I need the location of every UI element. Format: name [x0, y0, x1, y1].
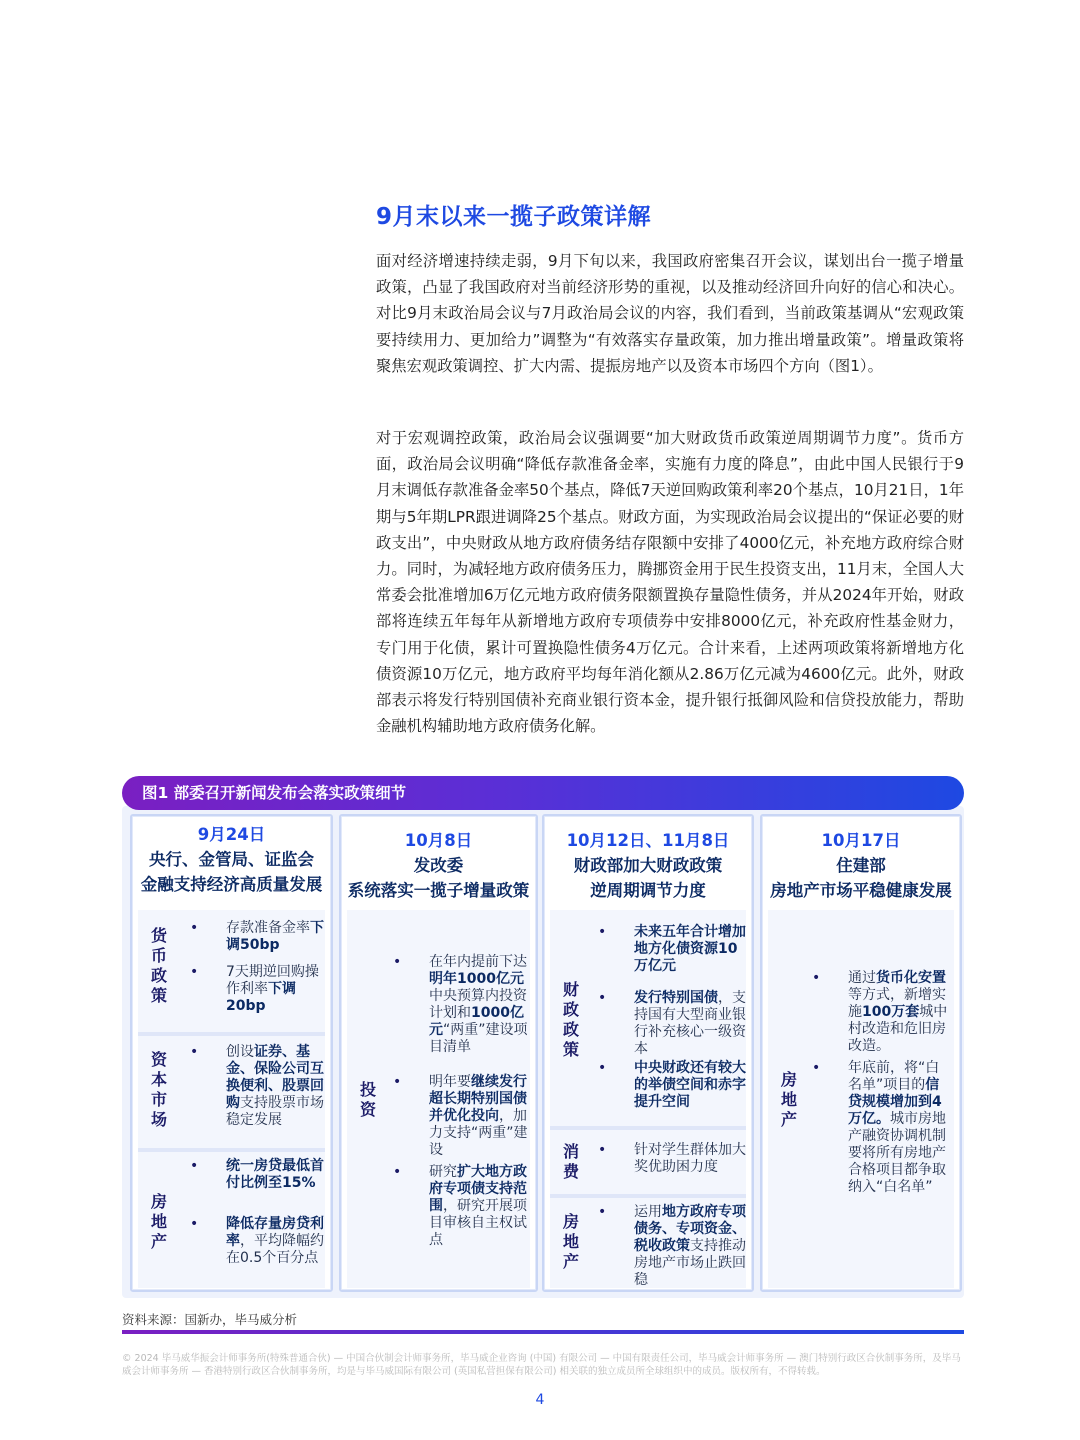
section-fiscal — [550, 910, 746, 1126]
column-date: 10月12日、11月8日 — [566, 831, 730, 850]
column-date: 9月24日 — [197, 825, 266, 844]
paragraph: 面对经济增速持续走弱，9月下旬以来，我国政府密集召开会议，谋划出台一揽子增量政策，凸显了我国政府对当前经济形势的重视，以及推动经济回升向好的信心和决心。对比9月末政治局会议与7月政治局会议的内容，我们看到，当前政策基调从“宏观政策要持续用力、更加给力”调整为“有效落实存量政策，加力推出增量政策”。增量政策将聚焦宏观政策调控、扩大内需、提振房地产以及资本市场四个方向（图1）。 — [376, 252, 964, 375]
bullet: • 发行特别国债，支持国有大型商业银行补充核心一级资本 — [634, 990, 746, 1058]
section-real-estate — [768, 910, 954, 1288]
bullet: • 7天期逆回购操作利率下调20bp — [226, 964, 328, 1015]
column-org: 发改委 — [413, 856, 464, 875]
section-label: 房 地 产 — [150, 1192, 167, 1251]
figure-title: 图1 部委召开新闻发布会落实政策细节 — [122, 776, 964, 810]
section-monetary — [138, 910, 325, 1032]
page-number: 4 — [535, 1392, 545, 1408]
bullet: • 在年内提前下达明年1000亿元中央预算内投资计划和1000亿元“两重”建设项目清单 — [429, 954, 529, 1056]
column-org: 住建部 — [836, 856, 886, 875]
policy-column-pboc — [130, 814, 333, 1292]
column-date: 10月17日 — [821, 831, 901, 850]
bullet: • 明年要继续发行超长期特别国债并优化投向，加力支持“两重”建设 — [429, 1074, 529, 1159]
column-date: 10月8日 — [404, 831, 473, 850]
policy-column-ndrc — [339, 814, 538, 1292]
section-capital-market — [138, 1036, 325, 1148]
section-real-estate — [550, 1198, 746, 1288]
section-label: 货 币 政 策 — [150, 926, 167, 1005]
bullet: • 创设证券、基金、保险公司互换便利、股票回购支持股票市场稳定发展 — [226, 1044, 328, 1129]
column-theme: 金融支持经济高质量发展 — [140, 875, 323, 894]
section-investment — [347, 910, 530, 1288]
section-title: 9月末以来一揽子政策详解 — [376, 204, 652, 230]
section-label: 资 本 市 场 — [150, 1050, 167, 1129]
bullet: • 统一房贷最低首付比例至15% — [226, 1158, 328, 1192]
policy-column-mohurd — [760, 814, 962, 1292]
bullet: • 运用地方政府专项债务、专项资金、税收政策支持推动房地产市场止跌回稳 — [634, 1204, 746, 1289]
section-consumption — [550, 1130, 746, 1194]
bullet: • 针对学生群体加大奖优助困力度 — [634, 1142, 746, 1176]
section-label: 消 费 — [562, 1142, 579, 1181]
footer-divider — [122, 1330, 964, 1334]
section-label: 投 资 — [359, 1080, 376, 1119]
column-org: 财政部加大财政政策 — [573, 856, 723, 875]
column-theme: 逆周期调节力度 — [590, 881, 706, 900]
section-label: 财 政 政 策 — [562, 980, 579, 1059]
bullet: • 降低存量房贷利率，平均降幅约在0.5个百分点 — [226, 1216, 328, 1267]
policy-column-mof — [542, 814, 754, 1292]
paragraph: 对于宏观调控政策，政治局会议强调要“加大财政货币政策逆周期调节力度”。货币方面，政治局会议明确“降低存款准备金率，实施有力度的降息”，由此中国人民银行于9月末调低存款准备金率50个基点，降低7天逆回购政策利率20个基点，10月21日，1年期与5年期LPR跟进调降25个基点。财政方面，为实现政治局会议提出的“保证必要的财政支出”，中央财政从地方政府债务结存限额中安排了4000亿元，补充地方政府综合财力。同时，为减轻地方政府债务压力，腾挪资金用于民生投资支出，11月末，全国人大常委会批准增加6万亿元地方政府债务限额置换存量隐性债务，并从2024年开始，财政部将连续五年每年从新增地方政府专项债券中安排8000亿元，补充政府性基金财力，专门用于化债，累计可置换隐性债务4万亿元。合计来看，上述两项政策将新增地方化债资源10万亿元，地方政府平均每年消化额从2.86万亿元减为4600亿元。此外，财政部表示将发行特别国债补充商业银行资本金，提升银行抵御风险和信贷投放能力，帮助金融机构辅助地方政府债务化解。 — [376, 429, 964, 736]
section-real-estate — [138, 1152, 325, 1288]
section-label: 房 地 产 — [562, 1212, 579, 1271]
column-theme: 系统落实一揽子增量政策 — [347, 881, 530, 900]
column-theme: 房地产市场平稳健康发展 — [770, 881, 952, 900]
bullet: • 研究扩大地方政府专项债支持范围，研究开展项目审核自主权试点 — [429, 1164, 529, 1249]
bullet: • 存款准备金率下调50bp — [226, 920, 328, 954]
column-org: 央行、金管局、证监会 — [149, 850, 314, 869]
figure-source: 资料来源：国新办，毕马威分析 — [122, 1312, 298, 1327]
bullet: • 中央财政还有较大的举债空间和赤字提升空间 — [634, 1060, 746, 1111]
section-label: 房 地 产 — [780, 1070, 797, 1129]
bullet: • 年底前，将“白名单”项目的信贷规模增加到4万亿。城市房地产融资协调机制要将所有房地产合格项目都争取纳入“白名单” — [848, 1060, 952, 1196]
bullet: • 通过货币化安置等方式，新增实施100万套城中村改造和危旧房改造。 — [848, 970, 952, 1055]
copyright-notice: © 2024 毕马威华振会计师事务所(特殊普通合伙) — 中国合伙制会计师事务所，毕马威企业咨询 (中国) 有限公司 — 中国有限责任公司，毕马威会计师事务所 — 澳门特别行政区合伙制事务所，及毕马威会计师事务所 — 香港特别行政区合伙制事务所，均是与毕马威国际有限公司 (英国私营担保有限公司) 相关联的独立成员所全球组织中的成员。版权所有，不得转载。 — [122, 1353, 961, 1377]
bullet: • 未来五年合计增加地方化债资源10万亿元 — [634, 924, 746, 975]
